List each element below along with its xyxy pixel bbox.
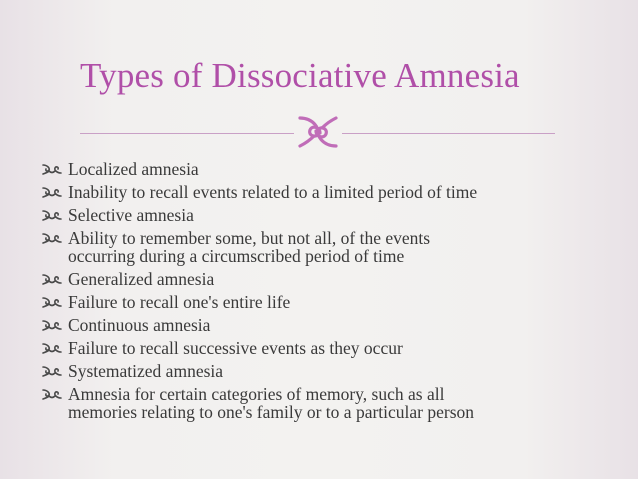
bullet-text-line: Amnesia for certain categories of memory, such as all	[68, 384, 445, 404]
bullet-item	[40, 362, 630, 380]
bullet-text-line: Failure to recall one's entire life	[68, 292, 291, 312]
bullet-text-line: Generalized amnesia	[68, 269, 215, 289]
bullet-text-line: Selective amnesia	[68, 205, 194, 225]
bullet-text-line: Ability to remember some, but not all, of the events	[68, 228, 431, 248]
swirl-bullet-icon	[42, 208, 62, 222]
bullet-text-line: Failure to recall successive events as they occur	[68, 338, 403, 358]
bullet-text-line: Systematized amnesia	[68, 361, 224, 381]
swirl-bullet-icon	[42, 387, 62, 401]
bullet-list	[40, 160, 630, 426]
bullet-item	[40, 385, 630, 421]
bullet-item	[40, 183, 630, 201]
swirl-bullet-icon	[42, 231, 62, 245]
swirl-bullet-icon	[42, 364, 62, 378]
bullet-text-line: memories relating to one's family or to a particular person	[68, 402, 475, 422]
bullet-item	[40, 339, 630, 357]
swirl-bullet-icon	[42, 341, 62, 355]
bullet-text-line: occurring during a circumscribed period of time	[68, 246, 405, 266]
slide-title: Types of Dissociative Amnesia	[80, 56, 520, 95]
swirl-ornament-icon	[294, 112, 342, 152]
swirl-bullet-icon	[42, 318, 62, 332]
bullet-text-line: Continuous amnesia	[68, 315, 211, 335]
bullet-text-line: Inability to recall events related to a limited period of time	[68, 182, 478, 202]
title-divider-right	[342, 133, 555, 134]
bullet-item	[40, 293, 630, 311]
bullet-item	[40, 270, 630, 288]
swirl-bullet-icon	[42, 272, 62, 286]
bullet-item	[40, 316, 630, 334]
bullet-item	[40, 160, 630, 178]
title-divider-left	[80, 133, 294, 134]
swirl-bullet-icon	[42, 185, 62, 199]
bullet-text-line: Localized amnesia	[68, 159, 199, 179]
swirl-bullet-icon	[42, 295, 62, 309]
bullet-item	[40, 206, 630, 224]
bullet-item	[40, 229, 630, 265]
swirl-bullet-icon	[42, 162, 62, 176]
